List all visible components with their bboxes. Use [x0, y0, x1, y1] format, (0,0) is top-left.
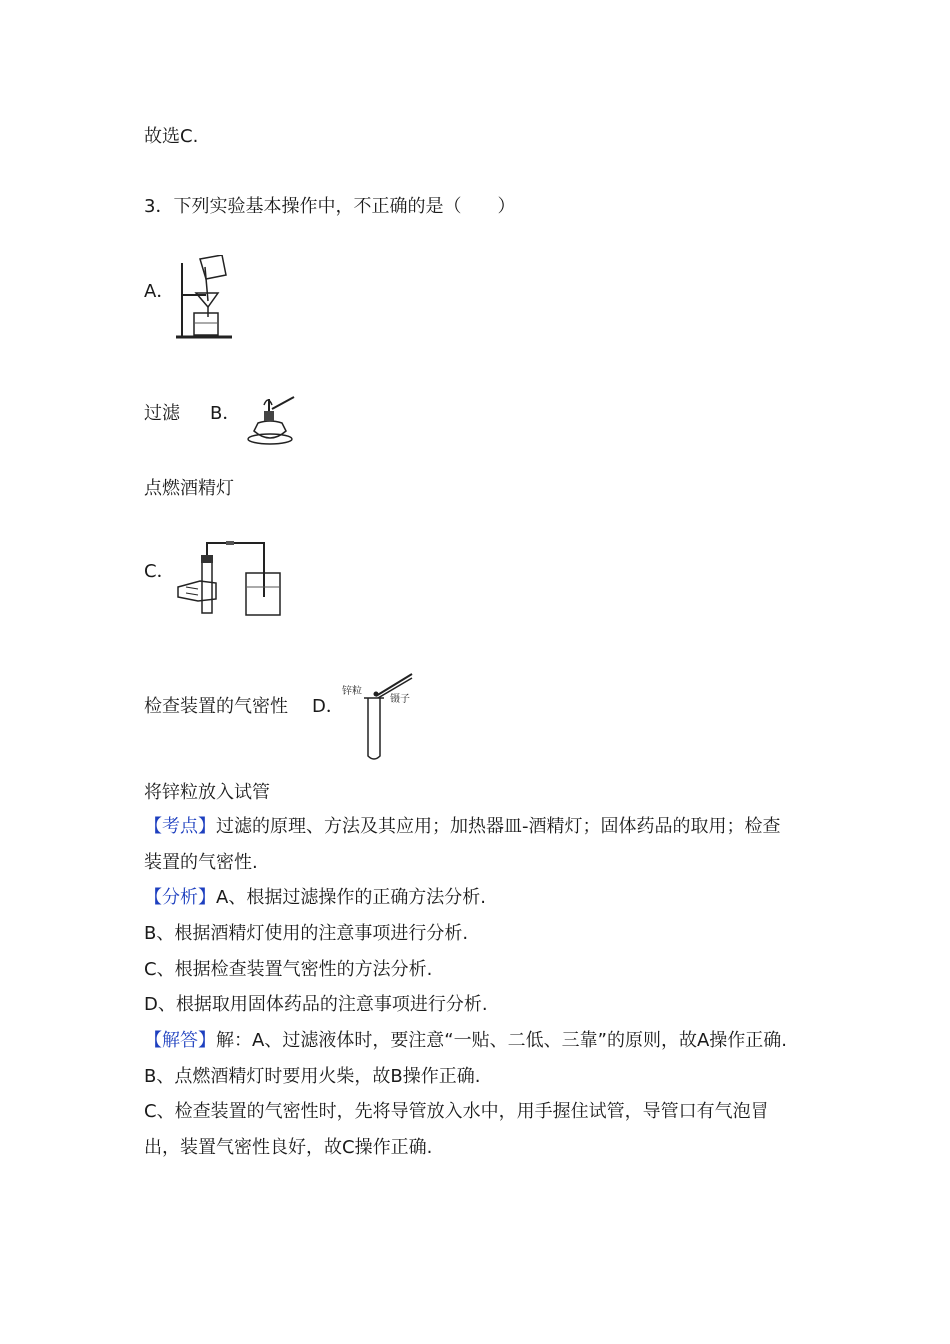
question-number: 3． — [144, 196, 174, 217]
option-a-letter: A． — [144, 281, 175, 302]
jieda-text: 解：A、过滤液体时，要注意“一贴、二低、三靠”的原则，故A操作正确. — [216, 1030, 787, 1051]
fenxi-text: A、根据过滤操作的正确方法分析. — [216, 887, 487, 908]
airtightness-figure — [176, 537, 284, 619]
kaodian-tag: 【考点】 — [144, 816, 216, 837]
kaodian-line2: 装置的气密性. — [144, 852, 258, 873]
question-3 — [144, 195, 515, 219]
question-stem: 下列实验基本操作中，不正确的是（ ） — [173, 196, 516, 217]
option-d-letter: D． — [312, 696, 344, 717]
zinc-label: 锌粒 — [342, 686, 362, 697]
fenxi-line2: B、根据酒精灯使用的注意事项进行分析. — [144, 923, 469, 944]
zinc-test-tube-figure — [340, 670, 418, 762]
alcohol-lamp-figure — [242, 393, 298, 451]
kaodian-text: 过滤的原理、方法及其应用；加热器皿-酒精灯；固体药品的取用；检查 — [216, 816, 781, 837]
fenxi-tag: 【分析】 — [144, 887, 216, 908]
jieda-line2: B、点燃酒精灯时要用火柴，故B操作正确. — [144, 1066, 481, 1087]
option-d-caption: 将锌粒放入试管 — [144, 782, 270, 803]
option-c-letter: C． — [144, 561, 175, 582]
option-b-letter: B． — [210, 403, 241, 424]
previous-answer: 故选C. — [144, 126, 199, 147]
fenxi-line1 — [144, 886, 486, 910]
jieda-line3: C、检查装置的气密性时，先将导管放入水中，用手握住试管，导管口有气泡冒 — [144, 1101, 769, 1122]
option-b-caption: 点燃酒精灯 — [144, 478, 234, 499]
kaodian-line1 — [144, 815, 781, 839]
jieda-line4: 出，装置气密性良好，故C操作正确. — [144, 1137, 433, 1158]
tweezers-label: 镊子 — [390, 694, 410, 705]
option-a-caption: 过滤 — [144, 403, 180, 424]
jieda-line1 — [144, 1029, 787, 1053]
option-c-caption: 检查装置的气密性 — [144, 696, 288, 717]
fenxi-line4: D、根据取用固体药品的注意事项进行分析. — [144, 994, 488, 1015]
fenxi-line3: C、根据检查装置气密性的方法分析. — [144, 959, 433, 980]
jieda-tag: 【解答】 — [144, 1030, 216, 1051]
filtration-figure — [170, 255, 240, 347]
